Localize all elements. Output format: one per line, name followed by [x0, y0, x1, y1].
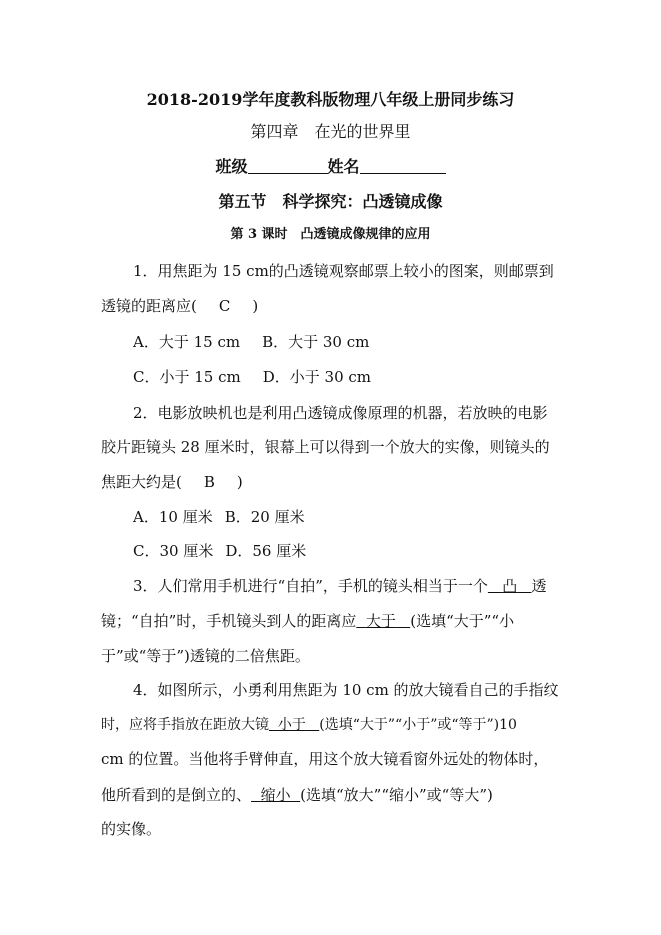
q4-line-2-end: (选填“大于”“小于”或“等于”)10: [319, 717, 517, 733]
q4-line-4-text: 他所看到的是倒立的、: [101, 786, 252, 804]
class-blank[interactable]: [248, 157, 328, 174]
q1-paren-close: ): [252, 297, 259, 315]
worksheet-title: 2018-2019学年度教科版物理八年级上册同步练习: [146, 90, 515, 109]
q2-option-c: C．30 厘米: [133, 542, 214, 560]
q1-stem-line-2: [101, 296, 258, 316]
class-name-row: [0, 156, 661, 178]
name-blank[interactable]: [360, 157, 446, 174]
class-label: 班级: [215, 157, 248, 176]
q2-line-3: [101, 472, 243, 492]
q4-answer-blank-1: [269, 717, 319, 733]
q1-answer: C: [218, 297, 231, 315]
q3-answer-blank-2: [356, 612, 410, 630]
q2-answer: B: [203, 473, 215, 491]
q3-answer-1: 凸: [502, 577, 518, 595]
q1-option-a: A．大于 15 cm: [133, 333, 241, 351]
q1-stem-line-1: 1．用焦距为 15 cm的凸透镜观察邮票上较小的图案，则邮票到: [133, 262, 554, 280]
q2-options-row-2: [133, 541, 306, 561]
q1-stem-text: 透镜的距离应(: [101, 297, 197, 315]
lesson-heading: 第 3 课时 凸透镜成像规律的应用: [230, 227, 431, 242]
q3-line-1: [133, 576, 547, 596]
chapter-heading: 第四章 在光的世界里: [250, 122, 411, 141]
q4-line-5: 的实像。: [101, 820, 162, 838]
q1-option-b: B．大于 30 cm: [262, 333, 370, 351]
section-heading: 第五节 科学探究：凸透镜成像: [218, 192, 443, 211]
q3-line-1-text: 3．人们常用手机进行“自拍”，手机的镜头相当于一个: [133, 577, 488, 595]
q2-options-row-1: [133, 507, 305, 527]
q4-line-2-text: 时，应将手指放在距放大镜: [101, 717, 269, 733]
q3-answer-2: 大于: [365, 612, 396, 630]
q4-line-2: [101, 715, 517, 735]
q2-paren-close: ): [236, 473, 243, 491]
q4-answer-1: 小于: [277, 717, 306, 733]
q3-line-3: 于”或“等于”)透镜的二倍焦距。: [101, 647, 310, 665]
q3-answer-blank-1: [488, 577, 532, 595]
q3-line-2-end: (选填“大于”“小: [410, 612, 515, 630]
q2-option-b: B．20 厘米: [224, 508, 305, 526]
q4-line-1: 4．如图所示，小勇利用焦距为 10 cm 的放大镜看自己的手指纹: [133, 681, 559, 699]
q4-answer-2: 缩小: [260, 786, 291, 804]
name-label: 姓名: [327, 157, 360, 176]
q3-line-2-text: 镜；“自拍”时，手机镜头到人的距离应: [101, 612, 357, 630]
q3-line-2: [101, 611, 514, 631]
q2-option-d: D．56 厘米: [225, 542, 307, 560]
q2-line-2: 胶片距镜头 28 厘米时，银幕上可以得到一个放大的实像，则镜头的: [101, 438, 550, 456]
q2-stem-text: 焦距大约是(: [101, 473, 182, 491]
q3-line-1-end: 透: [531, 577, 547, 595]
q4-answer-blank-2: [251, 786, 300, 804]
q4-line-4-end: (选填“放大”“缩小”或“等大”): [300, 786, 493, 804]
q1-options-row-1: [133, 332, 369, 352]
q4-line-3: cm 的位置。当他将手臂伸直，用这个放大镜看窗外远处的物体时，: [101, 750, 549, 768]
q1-option-c: C．小于 15 cm: [133, 368, 241, 386]
q1-option-d: D．小于 30 cm: [262, 368, 372, 386]
q2-option-a: A．10 厘米: [133, 508, 213, 526]
q1-options-row-2: [133, 367, 371, 387]
q2-line-1: 2．电影放映机也是利用凸透镜成像原理的机器，若放映的电影: [133, 404, 548, 422]
q4-line-4: [101, 785, 493, 805]
